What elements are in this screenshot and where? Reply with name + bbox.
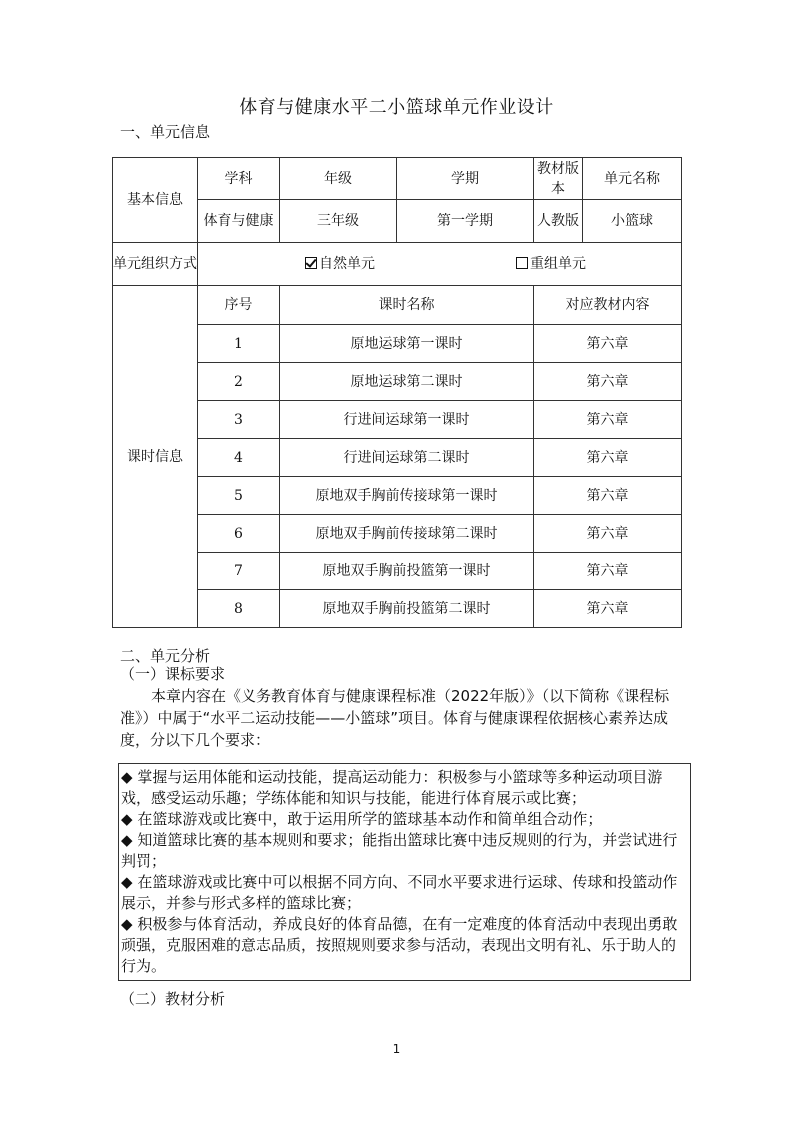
- header-semester: 学期: [397, 158, 534, 200]
- checkbox-empty-icon[interactable]: [516, 257, 528, 269]
- lesson-no: 3: [198, 401, 280, 439]
- lesson-info-label: 课时信息: [113, 286, 198, 628]
- page-title: 体育与健康水平二小篮球单元作业设计: [239, 97, 554, 118]
- lesson-name: 原地双手胸前传接球第一课时: [280, 477, 534, 515]
- lesson-header-name: 课时名称: [280, 286, 534, 325]
- lesson-content: 第六章: [534, 553, 682, 590]
- option-reorganized-unit-label: 重组单元: [530, 256, 586, 272]
- lesson-name: 原地运球第二课时: [280, 363, 534, 401]
- value-grade: 三年级: [280, 200, 397, 243]
- table-row: [113, 553, 682, 590]
- table-row: [113, 363, 682, 401]
- lesson-no: 7: [198, 553, 280, 590]
- bullet-diamond-icon: ◆: [121, 768, 133, 786]
- sub-heading-curriculum-standard: （一）课标要求: [120, 665, 226, 683]
- lesson-no: 8: [198, 590, 280, 628]
- table-row: [113, 477, 682, 515]
- sub-heading-textbook-analysis: （二）教材分析: [120, 990, 226, 1008]
- requirement-text: 在篮球游戏或比赛中，敢于运用所学的篮球基本动作和简单组合动作；: [137, 810, 603, 828]
- org-options: [198, 243, 682, 286]
- value-subject: 体育与健康: [198, 200, 280, 243]
- lesson-no: 6: [198, 515, 280, 553]
- option-natural-unit-label: 自然单元: [319, 256, 375, 272]
- option-reorganized-unit[interactable]: [516, 254, 586, 274]
- requirement-text: 在篮球游戏或比赛中可以根据不同方向、不同水平要求进行运球、传球和投篮动作展示，并参与形式多样的篮球比赛；: [121, 873, 678, 912]
- header-unit-name: 单元名称: [583, 158, 682, 200]
- lesson-no: 5: [198, 477, 280, 515]
- value-unit-name: 小篮球: [583, 200, 682, 243]
- lesson-content: 第六章: [534, 401, 682, 439]
- value-semester: 第一学期: [397, 200, 534, 243]
- lesson-content: 第六章: [534, 325, 682, 363]
- list-item: [121, 914, 688, 977]
- requirements-box: [118, 763, 691, 981]
- page-number: 1: [392, 1042, 401, 1056]
- lesson-content: 第六章: [534, 477, 682, 515]
- curriculum-paragraph: 本章内容在《义务教育体育与健康课程标准（2022年版）》（以下简称《课程标准》）中属于“水平二运动技能——小篮球”项目。体育与健康课程依据核心素养达成度，分以下几个要求：: [120, 687, 670, 749]
- basic-info-label: 基本信息: [113, 158, 198, 243]
- bullet-diamond-icon: ◆: [121, 873, 133, 891]
- value-edition: 人教版: [534, 200, 583, 243]
- lesson-content: 第六章: [534, 363, 682, 401]
- option-natural-unit[interactable]: [305, 254, 375, 274]
- org-label: 单元组织方式: [113, 243, 198, 286]
- lesson-content: 第六章: [534, 590, 682, 628]
- bullet-diamond-icon: ◆: [121, 810, 133, 828]
- requirement-text: 积极参与体育活动，养成良好的体育品德，在有一定难度的体育活动中表现出勇敢顽强，克服困难的意志品质，按照规则要求参与活动，表现出文明有礼、乐于助人的行为。: [121, 915, 678, 975]
- bullet-diamond-icon: ◆: [121, 915, 133, 933]
- list-item: [121, 767, 688, 809]
- lesson-name: 行进间运球第二课时: [280, 439, 534, 477]
- table-row: [113, 515, 682, 553]
- lesson-content: 第六章: [534, 515, 682, 553]
- lesson-name: 原地双手胸前传接球第二课时: [280, 515, 534, 553]
- section-heading-unit-analysis: 二、单元分析: [120, 647, 211, 665]
- table-row: [113, 401, 682, 439]
- lesson-header-content: 对应教材内容: [534, 286, 682, 325]
- list-item: [121, 872, 688, 914]
- lesson-no: 4: [198, 439, 280, 477]
- list-item: [121, 809, 688, 830]
- checkbox-checked-icon[interactable]: [305, 257, 317, 269]
- requirement-text: 知道篮球比赛的基本规则和要求；能指出篮球比赛中违反规则的行为，并尝试进行判罚；: [121, 831, 678, 870]
- lesson-content: 第六章: [534, 439, 682, 477]
- table-row: [113, 590, 682, 628]
- requirement-text: 掌握与运用体能和运动技能，提高运动能力：积极参与小篮球等多种运动项目游戏，感受运动乐趣；学练体能和知识与技能，能进行体育展示或比赛；: [121, 768, 663, 807]
- lesson-no: 1: [198, 325, 280, 363]
- header-edition: 教材版本: [534, 158, 583, 200]
- header-grade: 年级: [280, 158, 397, 200]
- unit-info-table: [112, 157, 682, 628]
- lesson-name: 原地双手胸前投篮第一课时: [280, 553, 534, 590]
- lesson-name: 原地双手胸前投篮第二课时: [280, 590, 534, 628]
- table-row: [113, 439, 682, 477]
- table-row: [113, 325, 682, 363]
- bullet-diamond-icon: ◆: [121, 831, 133, 849]
- lesson-header-no: 序号: [198, 286, 280, 325]
- list-item: [121, 830, 688, 872]
- header-subject: 学科: [198, 158, 280, 200]
- lesson-no: 2: [198, 363, 280, 401]
- section-heading-unit-info: 一、单元信息: [120, 123, 211, 141]
- lesson-name: 行进间运球第一课时: [280, 401, 534, 439]
- lesson-name: 原地运球第一课时: [280, 325, 534, 363]
